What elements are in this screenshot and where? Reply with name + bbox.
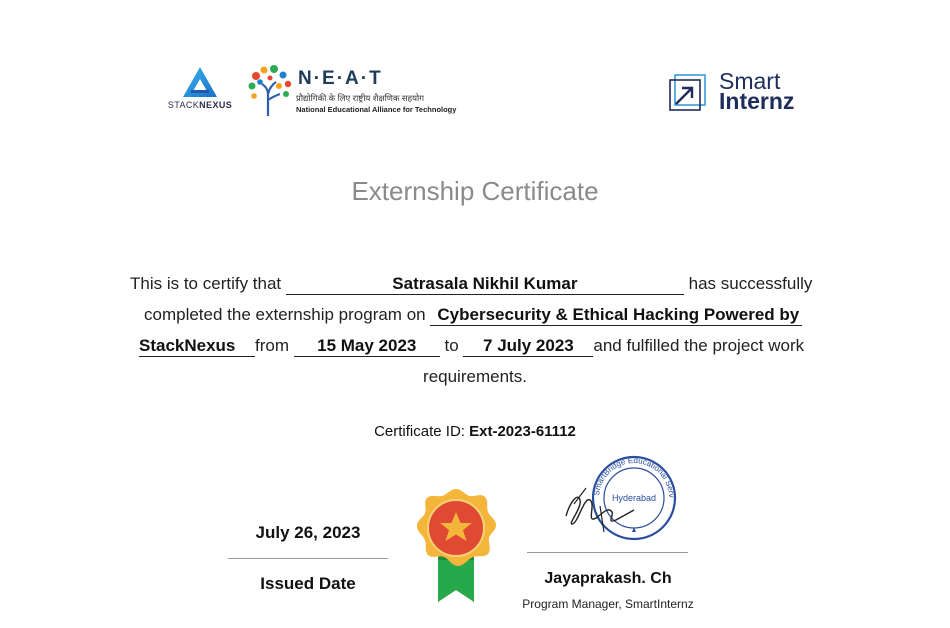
neat-english-tagline: National Educational Alliance for Technology [296, 105, 457, 114]
smartinternz-arrow-icon [668, 72, 708, 112]
award-badge-icon [414, 488, 498, 606]
stacknexus-logo [160, 66, 240, 118]
issued-date-divider [228, 558, 388, 559]
certificate-id [0, 423, 950, 440]
stacknexus-wordmark: STACKNEXUS [167, 100, 233, 110]
body-line-3 [139, 336, 804, 357]
issued-date-value: July 26, 2023 [255, 523, 361, 542]
neat-hindi-tagline: प्रौद्योगिकी के लिए राष्ट्रीय शैक्षणिक सहयोग [296, 93, 425, 103]
body-line-2 [144, 305, 802, 326]
seal-city-text: Hyderabad [611, 493, 657, 503]
recipient-name: Satrasala Nikhil Kumar [286, 274, 684, 295]
body-line-1 [130, 274, 812, 295]
certificate-id-value: Ext-2023-61112 [469, 423, 576, 440]
program-name-part1: Cybersecurity & Ethical Hacking Powered by [430, 305, 802, 326]
program-name-part2: StackNexus [139, 336, 255, 357]
signer-role: Program Manager, SmartInternz [522, 597, 694, 611]
stacknexus-triangle-icon [182, 66, 218, 98]
certificate-title: Externship Certificate [351, 176, 599, 206]
neat-tree-icon [246, 64, 294, 118]
fulfilled-text: and fulfilled the project work [593, 336, 805, 355]
smartinternz-smart-text: Smart [719, 68, 781, 94]
intro-text: This is to certify that [130, 274, 282, 293]
certificate-id-label: Certificate ID: [374, 423, 465, 440]
signer-name: Jayaprakash. Ch [544, 570, 672, 587]
signature-divider [527, 552, 688, 553]
signature-area [556, 454, 686, 546]
has-successfully-text: has successfully [688, 274, 813, 293]
neat-title: N·E·A·T [298, 68, 383, 89]
to-text: to [444, 336, 459, 355]
issued-date-label: Issued Date [260, 574, 356, 593]
end-date: 7 July 2023 [463, 336, 593, 357]
start-date: 15 May 2023 [294, 336, 440, 357]
completed-text: completed the externship program on [144, 305, 426, 324]
company-seal-icon [556, 454, 686, 546]
neat-logo [246, 64, 458, 120]
svg-text:SmartBridge Educational Servic: SmartBridge Educational Serv [592, 455, 677, 498]
body-line-4: requirements. [423, 367, 527, 386]
smartinternz-internz-text: Internz [719, 88, 795, 114]
from-text: from [255, 336, 289, 355]
smartinternz-logo [668, 68, 828, 116]
